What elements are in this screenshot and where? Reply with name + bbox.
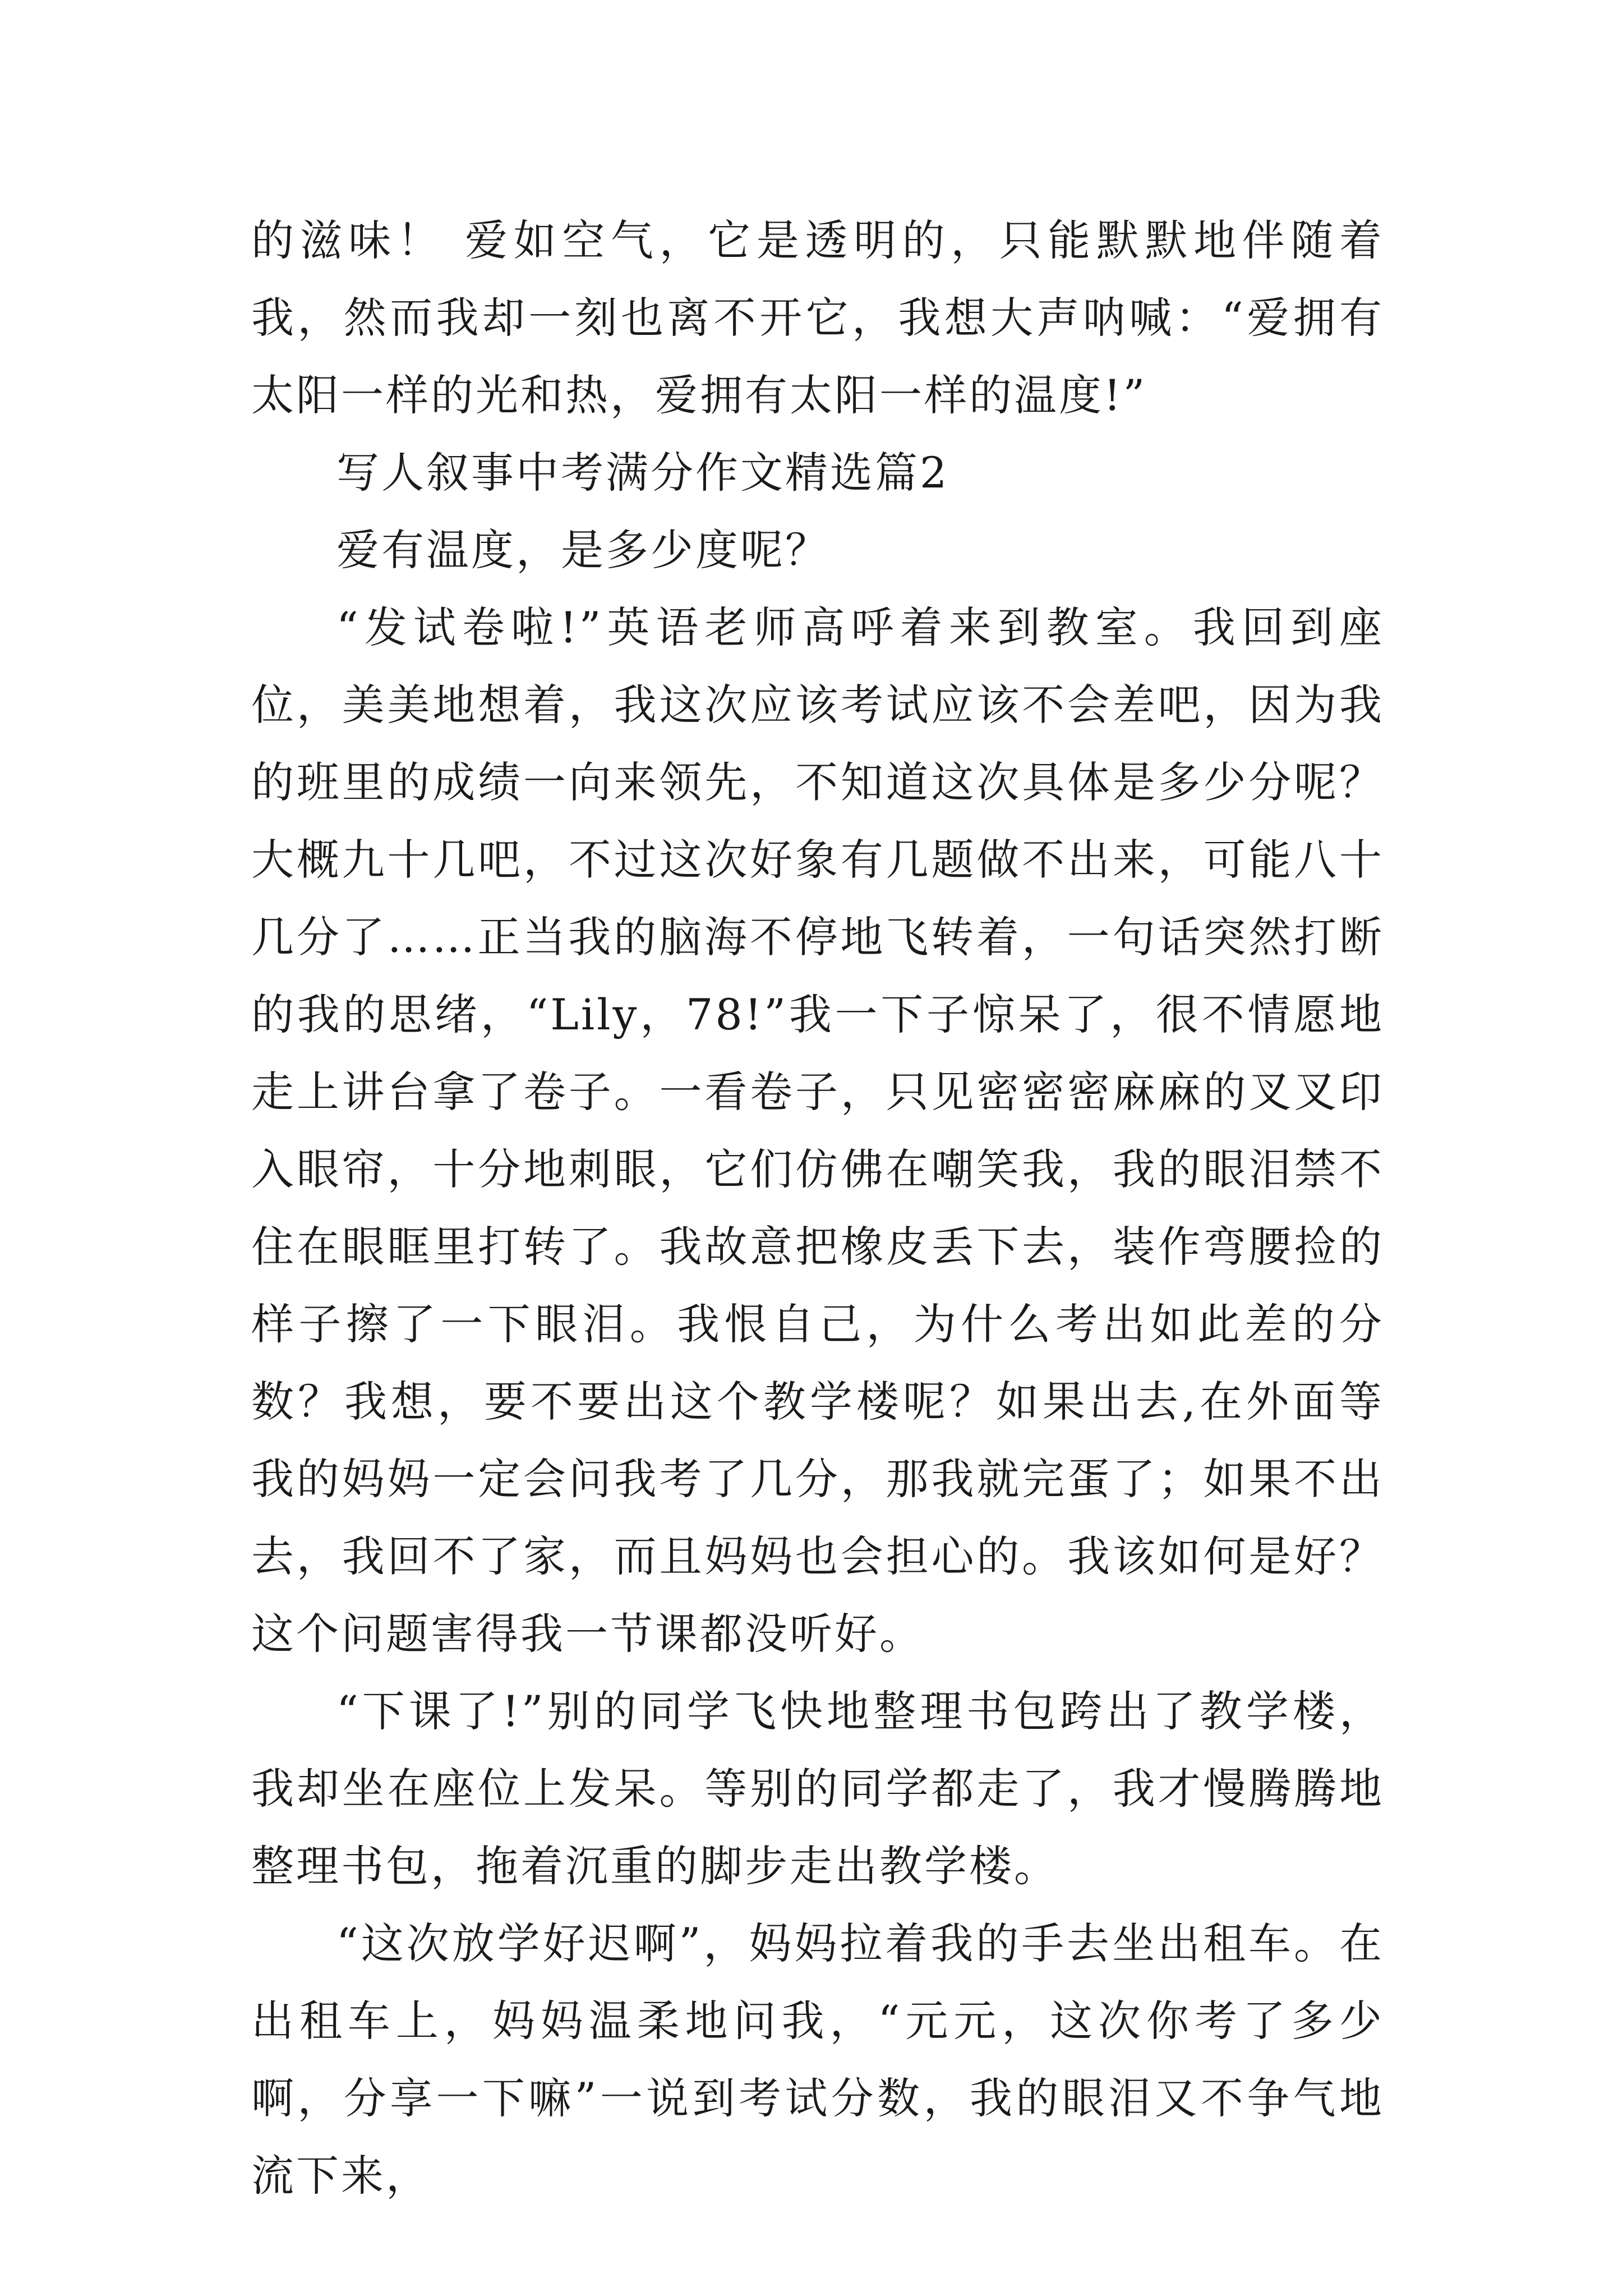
paragraph: “这次放学好迟啊”，妈妈拉着我的手去坐出租车。在出租车上，妈妈温柔地问我，“元元，这次你考了多少啊，分享一下嘛”一说到考试分数，我的眼泪又不争气地流下来， xyxy=(251,1918,1384,2201)
paragraph: “下课了!”别的同学飞快地整理书包跨出了教学楼，我却坐在座位上发呆。等别的同学都走了，我才慢腾腾地整理书包，拖着沉重的脚步走出教学楼。 xyxy=(251,1686,1384,1891)
section-heading: 写人叙事中考满分作文精选篇2 xyxy=(336,448,949,498)
body-text xyxy=(251,202,1384,2215)
essay-title: 爱有温度，是多少度呢？ xyxy=(336,525,830,575)
paragraph: “发试卷啦!”英语老师高呼着来到教室。我回到座位，美美地想着，我这次应该考试应该不会差吧，因为我的班里的成绩一向来领先，不知道这次具体是多少分呢？大概九十几吧，不过这次好象有几题做不出来，可能八十几分了……正当我的脑海不停地飞转着，一句话突然打断的我的思绪，“Lily，78!”我一下子惊呆了，很不情愿地走上讲台拿了卷子。一看卷子，只见密密密麻麻的叉叉印入眼帘，十分地刺眼，它们仿佛在嘲笑我，我的眼泪禁不住在眼眶里打转了。我故意把橡皮丢下去，装作弯腰捡的样子擦了一下眼泪。我恨自己，为什么考出如此差的分数？我想，要不要出这个教学楼呢？如果出去,在外面等我的妈妈一定会问我考了几分，那我就完蛋了；如果不出去，我回不了家，而且妈妈也会担心的。我该如何是好？这个问题害得我一节课都没听好。 xyxy=(251,602,1384,1659)
paragraph-continuation: 的滋味！ 爱如空气，它是透明的，只能默默地伴随着我，然而我却一刻也离不开它，我想大声呐喊：“爱拥有太阳一样的光和热，爱拥有太阳一样的温度!” xyxy=(251,215,1384,420)
